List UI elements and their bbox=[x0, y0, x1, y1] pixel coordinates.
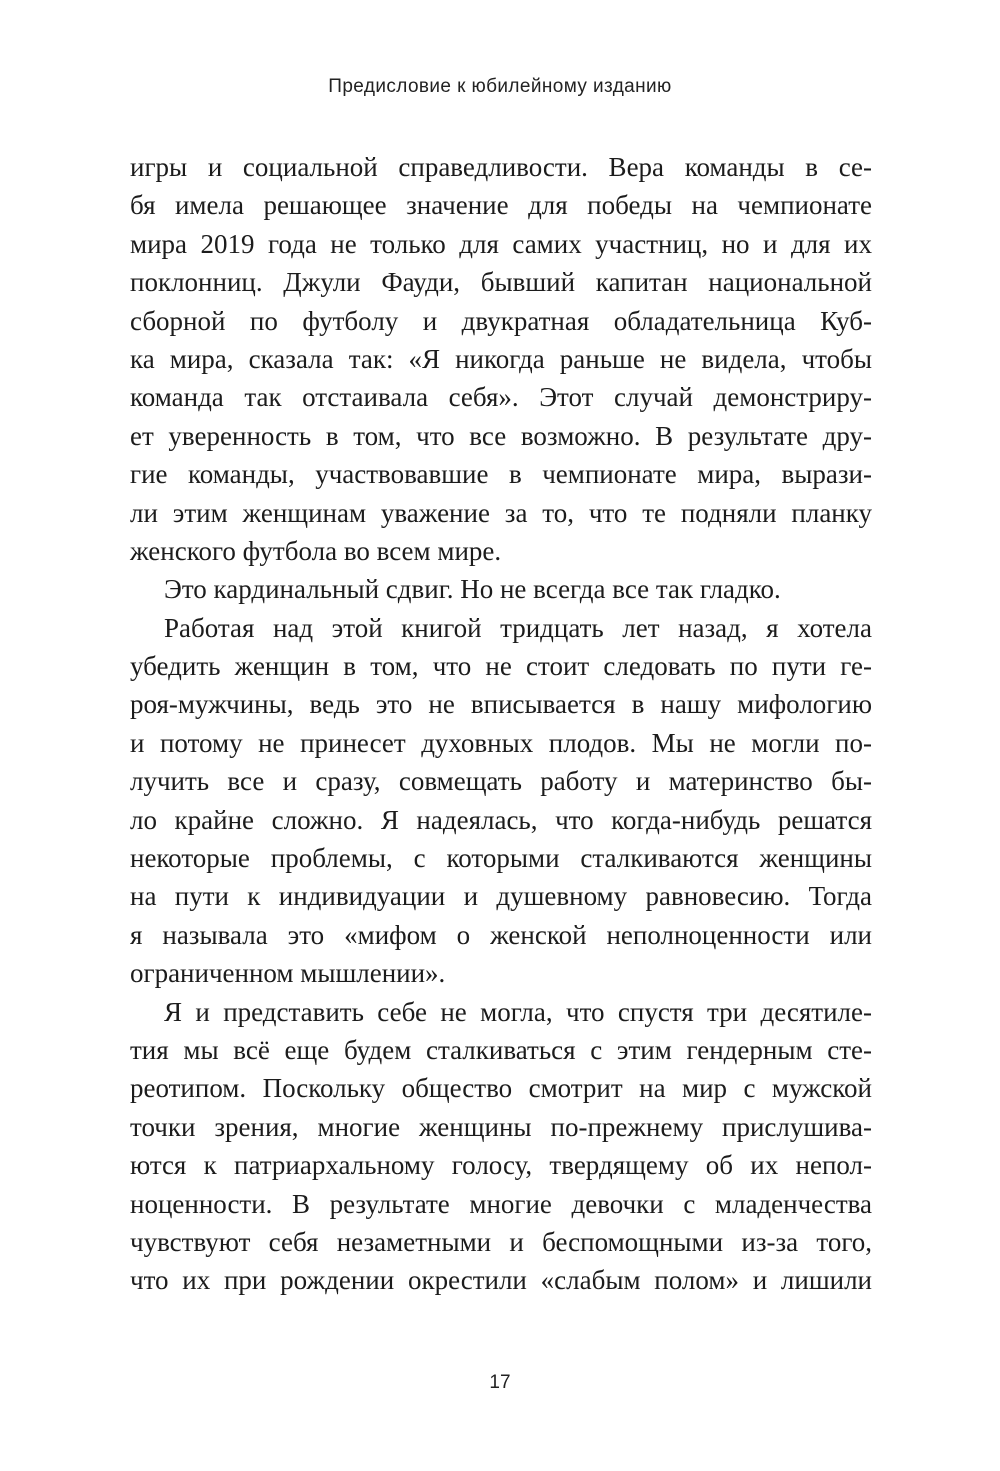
paragraph bbox=[130, 609, 872, 993]
text-line: ка мира, сказала так: «Я никогда раньше не видела, чтобы bbox=[130, 343, 872, 374]
text-line: гие команды, участвовавшие в чемпионате мира, вырази- bbox=[130, 459, 872, 490]
paragraph bbox=[130, 148, 872, 570]
text-line: лучить все и сразу, совмещать работу и материнство бы- bbox=[130, 766, 872, 797]
text-line: Это кардинальный сдвиг. Но не всегда все так гладко. bbox=[164, 574, 781, 605]
text-line: игры и социальной справедливости. Вера команды в се- bbox=[130, 152, 872, 182]
text-line: ограниченном мышлении». bbox=[130, 958, 446, 989]
text-line: ло крайне сложно. Я надеялась, что когда-нибудь решатся bbox=[130, 804, 872, 835]
body-text bbox=[130, 148, 872, 1300]
text-line: тия мы всё еще будем сталкиваться с этим гендерным сте- bbox=[130, 1034, 872, 1065]
text-line: женского футбола во всем мире. bbox=[130, 535, 502, 566]
text-line: ет уверенность в том, что все возможно. В результате дру- bbox=[130, 420, 872, 451]
text-line: ются к патриархальному голосу, твердящему об их непол- bbox=[130, 1150, 872, 1181]
text-line: что их при рождении окрестили «слабым полом» и лишили bbox=[130, 1265, 872, 1296]
text-line: реотипом. Поскольку общество смотрит на мир с мужской bbox=[130, 1073, 872, 1104]
paragraph bbox=[130, 570, 872, 608]
text-line: некоторые проблемы, с которыми сталкиваются женщины bbox=[130, 843, 872, 874]
text-line: ноценности. В результате многие девочки с младенчества bbox=[130, 1188, 872, 1219]
text-line: ли этим женщинам уважение за то, что те подняли планку bbox=[130, 497, 872, 528]
text-line: Я и представить себе не могла, что спустя три десятиле- bbox=[164, 996, 872, 1027]
text-line: Работая над этой книгой тридцать лет назад, я хотела bbox=[164, 612, 872, 643]
text-line: мира 2019 года не только для самих участниц, но и для их bbox=[130, 228, 872, 259]
text-line: бя имела решающее значение для победы на чемпионате bbox=[130, 190, 872, 221]
page-number: 17 bbox=[489, 1372, 511, 1393]
text-line: убедить женщин в том, что не стоит следовать по пути ге- bbox=[130, 651, 872, 682]
text-line: роя-мужчины, ведь это не вписывается в нашу мифологию bbox=[130, 689, 872, 720]
text-line: и потому не принесет духовных плодов. Мы не могли по- bbox=[130, 727, 872, 758]
text-line: я называла это «мифом о женской неполноценности или bbox=[130, 919, 872, 950]
text-line: команда так отстаивала себя». Этот случай демонстриру- bbox=[130, 382, 872, 413]
text-line: поклонниц. Джули Фауди, бывший капитан национальной bbox=[130, 267, 872, 298]
text-line: на пути к индивидуации и душевному равновесию. Тогда bbox=[130, 881, 872, 912]
text-line: сборной по футболу и двукратная обладательница Куб- bbox=[130, 305, 872, 336]
text-line: точки зрения, многие женщины по-прежнему прислушива- bbox=[130, 1111, 872, 1142]
text-line: чувствуют себя незаметными и беспомощными из-за того, bbox=[130, 1226, 872, 1257]
paragraph bbox=[130, 993, 872, 1300]
running-head: Предисловие к юбилейному изданию bbox=[328, 76, 672, 97]
